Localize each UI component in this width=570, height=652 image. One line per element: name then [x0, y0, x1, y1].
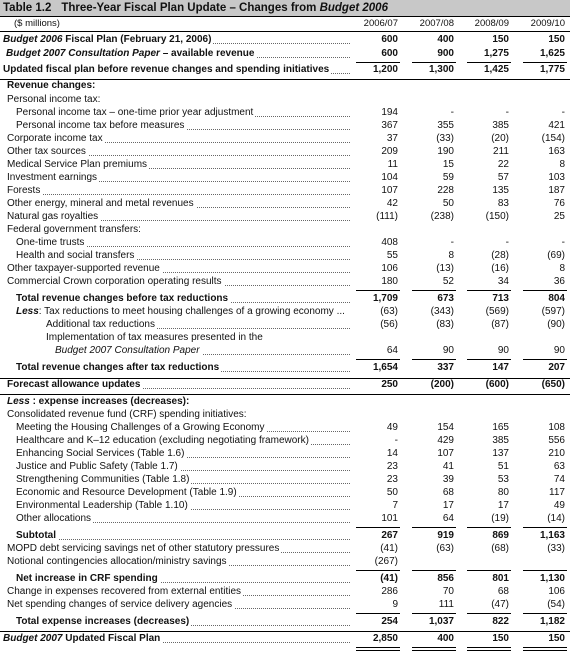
- final-double-rule: [356, 647, 400, 651]
- subtotal-rule: [412, 62, 456, 63]
- cell-value: 822: [492, 616, 509, 627]
- row-label: Other tax sources: [7, 146, 350, 158]
- cell-value: 51: [497, 461, 509, 472]
- cell-value: (68): [491, 543, 509, 554]
- row-label: Healthcare and K–12 education (excluding negotiating framework): [16, 435, 350, 447]
- cell-value: 801: [492, 573, 509, 584]
- subtotal-rule: [467, 290, 511, 291]
- cell-value: 254: [381, 616, 398, 627]
- cell-value: (33): [436, 133, 454, 144]
- cell-value: (54): [547, 599, 565, 610]
- subtotal-rule: [356, 290, 400, 291]
- cell-value: 64: [386, 345, 398, 356]
- cell-value: 367: [381, 120, 398, 131]
- title-underline: [0, 16, 570, 17]
- subtotal-rule: [356, 613, 400, 614]
- cell-value: 108: [548, 422, 565, 433]
- subtotal-rule: [467, 570, 511, 571]
- cell-value: 209: [381, 146, 398, 157]
- cell-value: 37: [386, 133, 398, 144]
- cell-value: 135: [492, 185, 509, 196]
- cell-value: (650): [541, 379, 565, 390]
- table-title-italic: Budget 2006: [319, 2, 388, 14]
- cell-value: (63): [380, 306, 398, 317]
- cell-value: 400: [437, 633, 454, 644]
- row-label: Budget 2007 Consultation Paper: [55, 345, 350, 357]
- cell-value: 211: [493, 146, 509, 157]
- cell-value: 250: [381, 379, 398, 390]
- section-divider-4: [0, 631, 570, 632]
- row-label: Budget 2007 Updated Fiscal Plan: [3, 633, 350, 645]
- subtotal-rule: [467, 527, 511, 528]
- cell-value: 22: [497, 159, 509, 170]
- cell-value: 106: [548, 586, 565, 597]
- cell-value: (41): [380, 573, 398, 584]
- cell-value: 14: [386, 448, 398, 459]
- cell-value: 117: [549, 487, 565, 498]
- cell-value: 429: [437, 435, 454, 446]
- cell-value: 400: [437, 34, 454, 45]
- cell-value: 49: [386, 422, 398, 433]
- row-label: Budget 2006 Fiscal Plan (February 21, 2006): [3, 34, 350, 46]
- cell-value: 267: [381, 530, 398, 541]
- cell-value: (63): [436, 543, 454, 554]
- subtotal-rule: [356, 570, 400, 571]
- cell-value: 41: [442, 461, 454, 472]
- cell-value: -: [394, 435, 398, 446]
- cell-value: 2,850: [372, 633, 398, 644]
- cell-value: (154): [541, 133, 565, 144]
- cell-value: 83: [497, 198, 509, 209]
- row-label: Enhancing Social Services (Table 1.6): [16, 448, 350, 460]
- subtotal-rule: [523, 290, 567, 291]
- row-label: Less: Tax reductions to meet housing challenges of a growing economy ...: [16, 306, 345, 317]
- row-label: Other taxpayer-supported revenue: [7, 263, 350, 275]
- cell-value: 70: [442, 586, 454, 597]
- cell-value: 90: [497, 345, 509, 356]
- subtotal-rule: [412, 613, 456, 614]
- cell-value: 106: [381, 263, 398, 274]
- cell-value: 869: [492, 530, 509, 541]
- cell-value: (111): [376, 211, 398, 222]
- row-label: Other allocations: [16, 513, 350, 525]
- row-label: Personal income tax – one-time prior year adjustment: [16, 107, 350, 119]
- row-label: Less : expense increases (decreases):: [7, 396, 190, 407]
- cell-value: (14): [547, 513, 565, 524]
- cell-value: 55: [386, 250, 398, 261]
- row-label: Corporate income tax: [7, 133, 350, 145]
- cell-value: 57: [497, 172, 509, 183]
- row-label: Economic and Resource Development (Table 1.9): [16, 487, 350, 499]
- cell-value: (90): [547, 319, 565, 330]
- cell-value: (19): [491, 513, 509, 524]
- cell-value: 50: [442, 198, 454, 209]
- cell-value: 1,130: [539, 573, 565, 584]
- header-underline: [0, 31, 570, 32]
- row-label: Investment earnings: [7, 172, 350, 184]
- cell-value: 107: [381, 185, 398, 196]
- cell-value: 1,300: [428, 64, 454, 75]
- subtotal-rule: [412, 527, 456, 528]
- cell-value: 107: [437, 448, 454, 459]
- cell-value: 42: [386, 198, 398, 209]
- cell-value: 39: [442, 474, 454, 485]
- row-label: Revenue changes:: [7, 80, 96, 91]
- cell-value: 337: [437, 362, 454, 373]
- cell-value: -: [450, 237, 454, 248]
- cell-value: 1,775: [539, 64, 565, 75]
- subtotal-rule: [412, 290, 456, 291]
- cell-value: 385: [492, 435, 509, 446]
- cell-value: (16): [491, 263, 509, 274]
- cell-value: 1,182: [539, 616, 565, 627]
- cell-value: 103: [548, 172, 565, 183]
- table-title-text: Three-Year Fiscal Plan Update – Changes from: [61, 2, 320, 14]
- cell-value: -: [561, 237, 565, 248]
- cell-value: 17: [497, 500, 509, 511]
- cell-value: 1,625: [539, 48, 565, 59]
- subtotal-rule: [412, 570, 456, 571]
- cell-value: 15: [442, 159, 454, 170]
- cell-value: 286: [381, 586, 398, 597]
- cell-value: 74: [553, 474, 565, 485]
- row-label: Personal income tax before measures: [16, 120, 350, 132]
- header-year-4: 2009/10: [530, 18, 565, 29]
- row-label: Notional contingencies allocation/ministry savings: [7, 556, 350, 568]
- cell-value: 194: [381, 107, 398, 118]
- row-label: Health and social transfers: [16, 250, 350, 262]
- row-label: Justice and Public Safety (Table 1.7): [16, 461, 350, 473]
- cell-value: 1,709: [372, 293, 398, 304]
- cell-value: (600): [485, 379, 509, 390]
- table-title: [0, 0, 570, 16]
- subtotal-rule: [523, 613, 567, 614]
- section-divider-3: [0, 394, 570, 395]
- cell-value: 11: [387, 159, 398, 170]
- row-label: Federal government transfers:: [7, 224, 141, 235]
- cell-value: 68: [497, 586, 509, 597]
- cell-value: 1,037: [428, 616, 454, 627]
- cell-value: (83): [436, 319, 454, 330]
- cell-value: (87): [491, 319, 509, 330]
- cell-value: 147: [492, 362, 509, 373]
- subtotal-rule: [467, 62, 511, 63]
- cell-value: 187: [548, 185, 565, 196]
- cell-value: (150): [485, 211, 509, 222]
- final-double-rule: [467, 647, 511, 651]
- cell-value: 713: [492, 293, 509, 304]
- row-label: Forests: [7, 185, 350, 197]
- cell-value: 8: [559, 159, 565, 170]
- cell-value: 150: [548, 34, 565, 45]
- cell-value: 190: [437, 146, 454, 157]
- cell-value: 673: [437, 293, 454, 304]
- table-number: Table 1.2: [3, 2, 52, 14]
- cell-value: 1,275: [483, 48, 509, 59]
- cell-value: 137: [492, 448, 509, 459]
- cell-value: 101: [381, 513, 398, 524]
- cell-value: 1,200: [372, 64, 398, 75]
- cell-value: (20): [491, 133, 509, 144]
- row-label: Medical Service Plan premiums: [7, 159, 350, 171]
- cell-value: 104: [381, 172, 398, 183]
- cell-value: 34: [497, 276, 509, 287]
- cell-value: (13): [436, 263, 454, 274]
- cell-value: 1,654: [372, 362, 398, 373]
- dot-leader: [16, 539, 350, 540]
- row-label: Subtotal: [16, 530, 350, 542]
- cell-value: 63: [553, 461, 565, 472]
- cell-value: (56): [380, 319, 398, 330]
- subtotal-rule: [467, 359, 511, 360]
- cell-value: (597): [541, 306, 565, 317]
- subtotal-rule: [467, 613, 511, 614]
- cell-value: (69): [547, 250, 565, 261]
- cell-value: 50: [386, 487, 398, 498]
- subtotal-rule: [523, 62, 567, 63]
- cell-value: 150: [548, 633, 565, 644]
- row-label: Commercial Crown corporation operating results: [7, 276, 350, 288]
- cell-value: (28): [491, 250, 509, 261]
- row-label: Environmental Leadership (Table 1.10): [16, 500, 350, 512]
- subtotal-rule: [523, 527, 567, 528]
- cell-value: 7: [392, 500, 398, 511]
- cell-value: 856: [437, 573, 454, 584]
- final-double-rule: [523, 647, 567, 651]
- cell-value: 421: [548, 120, 565, 131]
- subtotal-rule: [356, 359, 400, 360]
- cell-value: 52: [442, 276, 454, 287]
- cell-value: (41): [380, 543, 398, 554]
- row-label: Implementation of tax measures presented in the: [46, 332, 263, 343]
- cell-value: 64: [442, 513, 454, 524]
- cell-value: (569): [485, 306, 509, 317]
- cell-value: 76: [553, 198, 565, 209]
- cell-value: 408: [381, 237, 398, 248]
- cell-value: -: [505, 237, 509, 248]
- cell-value: 90: [442, 345, 454, 356]
- cell-value: 36: [553, 276, 565, 287]
- cell-value: 111: [438, 599, 454, 610]
- cell-value: 53: [497, 474, 509, 485]
- cell-value: 59: [442, 172, 454, 183]
- row-label: Total revenue changes before tax reductions: [16, 293, 350, 305]
- cell-value: 228: [437, 185, 454, 196]
- subtotal-rule: [523, 359, 567, 360]
- cell-value: (47): [491, 599, 509, 610]
- row-label: Net spending changes of service delivery agencies: [7, 599, 350, 611]
- row-label: Budget 2007 Consultation Paper – available revenue: [6, 48, 350, 60]
- row-label: Consolidated revenue fund (CRF) spending initiatives:: [7, 409, 247, 420]
- cell-value: 900: [437, 48, 454, 59]
- row-label: Net increase in CRF spending: [16, 573, 350, 585]
- cell-value: (238): [430, 211, 454, 222]
- cell-value: 919: [437, 530, 454, 541]
- row-label: Updated fiscal plan before revenue changes and spending initiatives: [3, 64, 350, 76]
- cell-value: (33): [547, 543, 565, 554]
- header-year-1: 2006/07: [363, 18, 398, 29]
- subtotal-rule: [523, 570, 567, 571]
- header-year-3: 2008/09: [474, 18, 509, 29]
- row-label: One-time trusts: [16, 237, 350, 249]
- cell-value: 150: [492, 34, 509, 45]
- row-label: Meeting the Housing Challenges of a Growing Economy: [16, 422, 350, 434]
- cell-value: 8: [559, 263, 565, 274]
- subtotal-rule: [412, 359, 456, 360]
- cell-value: 80: [497, 487, 509, 498]
- row-label: MOPD debt servicing savings net of other statutory pressures: [7, 543, 350, 555]
- cell-value: 150: [492, 633, 509, 644]
- dot-leader: [7, 194, 350, 195]
- row-label: Forecast allowance updates: [7, 379, 350, 391]
- cell-value: 25: [553, 211, 565, 222]
- cell-value: 163: [548, 146, 565, 157]
- cell-value: 804: [548, 293, 565, 304]
- subtotal-rule: [356, 527, 400, 528]
- subtotal-rule: [356, 62, 400, 63]
- cell-value: -: [505, 107, 509, 118]
- cell-value: 385: [492, 120, 509, 131]
- row-label: Natural gas royalties: [7, 211, 350, 223]
- cell-value: 1,425: [483, 64, 509, 75]
- cell-value: 207: [548, 362, 565, 373]
- cell-value: 600: [381, 48, 398, 59]
- cell-value: 600: [381, 34, 398, 45]
- row-label: Total revenue changes after tax reductions: [16, 362, 350, 374]
- cell-value: 68: [442, 487, 454, 498]
- units-label: ($ millions): [14, 18, 60, 29]
- cell-value: 8: [448, 250, 454, 261]
- row-label: Personal income tax:: [7, 94, 101, 105]
- cell-value: 154: [437, 422, 454, 433]
- row-label: Total expense increases (decreases): [16, 616, 350, 628]
- row-label: Strengthening Communities (Table 1.8): [16, 474, 350, 486]
- cell-value: -: [561, 107, 565, 118]
- row-label: Change in expenses recovered from external entities: [7, 586, 350, 598]
- cell-value: (343): [430, 306, 454, 317]
- cell-value: 355: [437, 120, 454, 131]
- cell-value: 23: [386, 461, 398, 472]
- cell-value: 49: [553, 500, 565, 511]
- cell-value: 210: [548, 448, 565, 459]
- cell-value: 90: [553, 345, 565, 356]
- cell-value: (200): [430, 379, 454, 390]
- row-label: Additional tax reductions: [46, 319, 350, 331]
- cell-value: 556: [548, 435, 565, 446]
- cell-value: 9: [392, 599, 398, 610]
- cell-value: 165: [492, 422, 509, 433]
- cell-value: -: [450, 107, 454, 118]
- row-label: Other energy, mineral and metal revenues: [7, 198, 350, 210]
- cell-value: 1,163: [539, 530, 565, 541]
- final-double-rule: [412, 647, 456, 651]
- cell-value: 23: [386, 474, 398, 485]
- header-year-2: 2007/08: [419, 18, 454, 29]
- cell-value: 180: [381, 276, 398, 287]
- cell-value: (267): [374, 556, 398, 567]
- cell-value: 17: [442, 500, 454, 511]
